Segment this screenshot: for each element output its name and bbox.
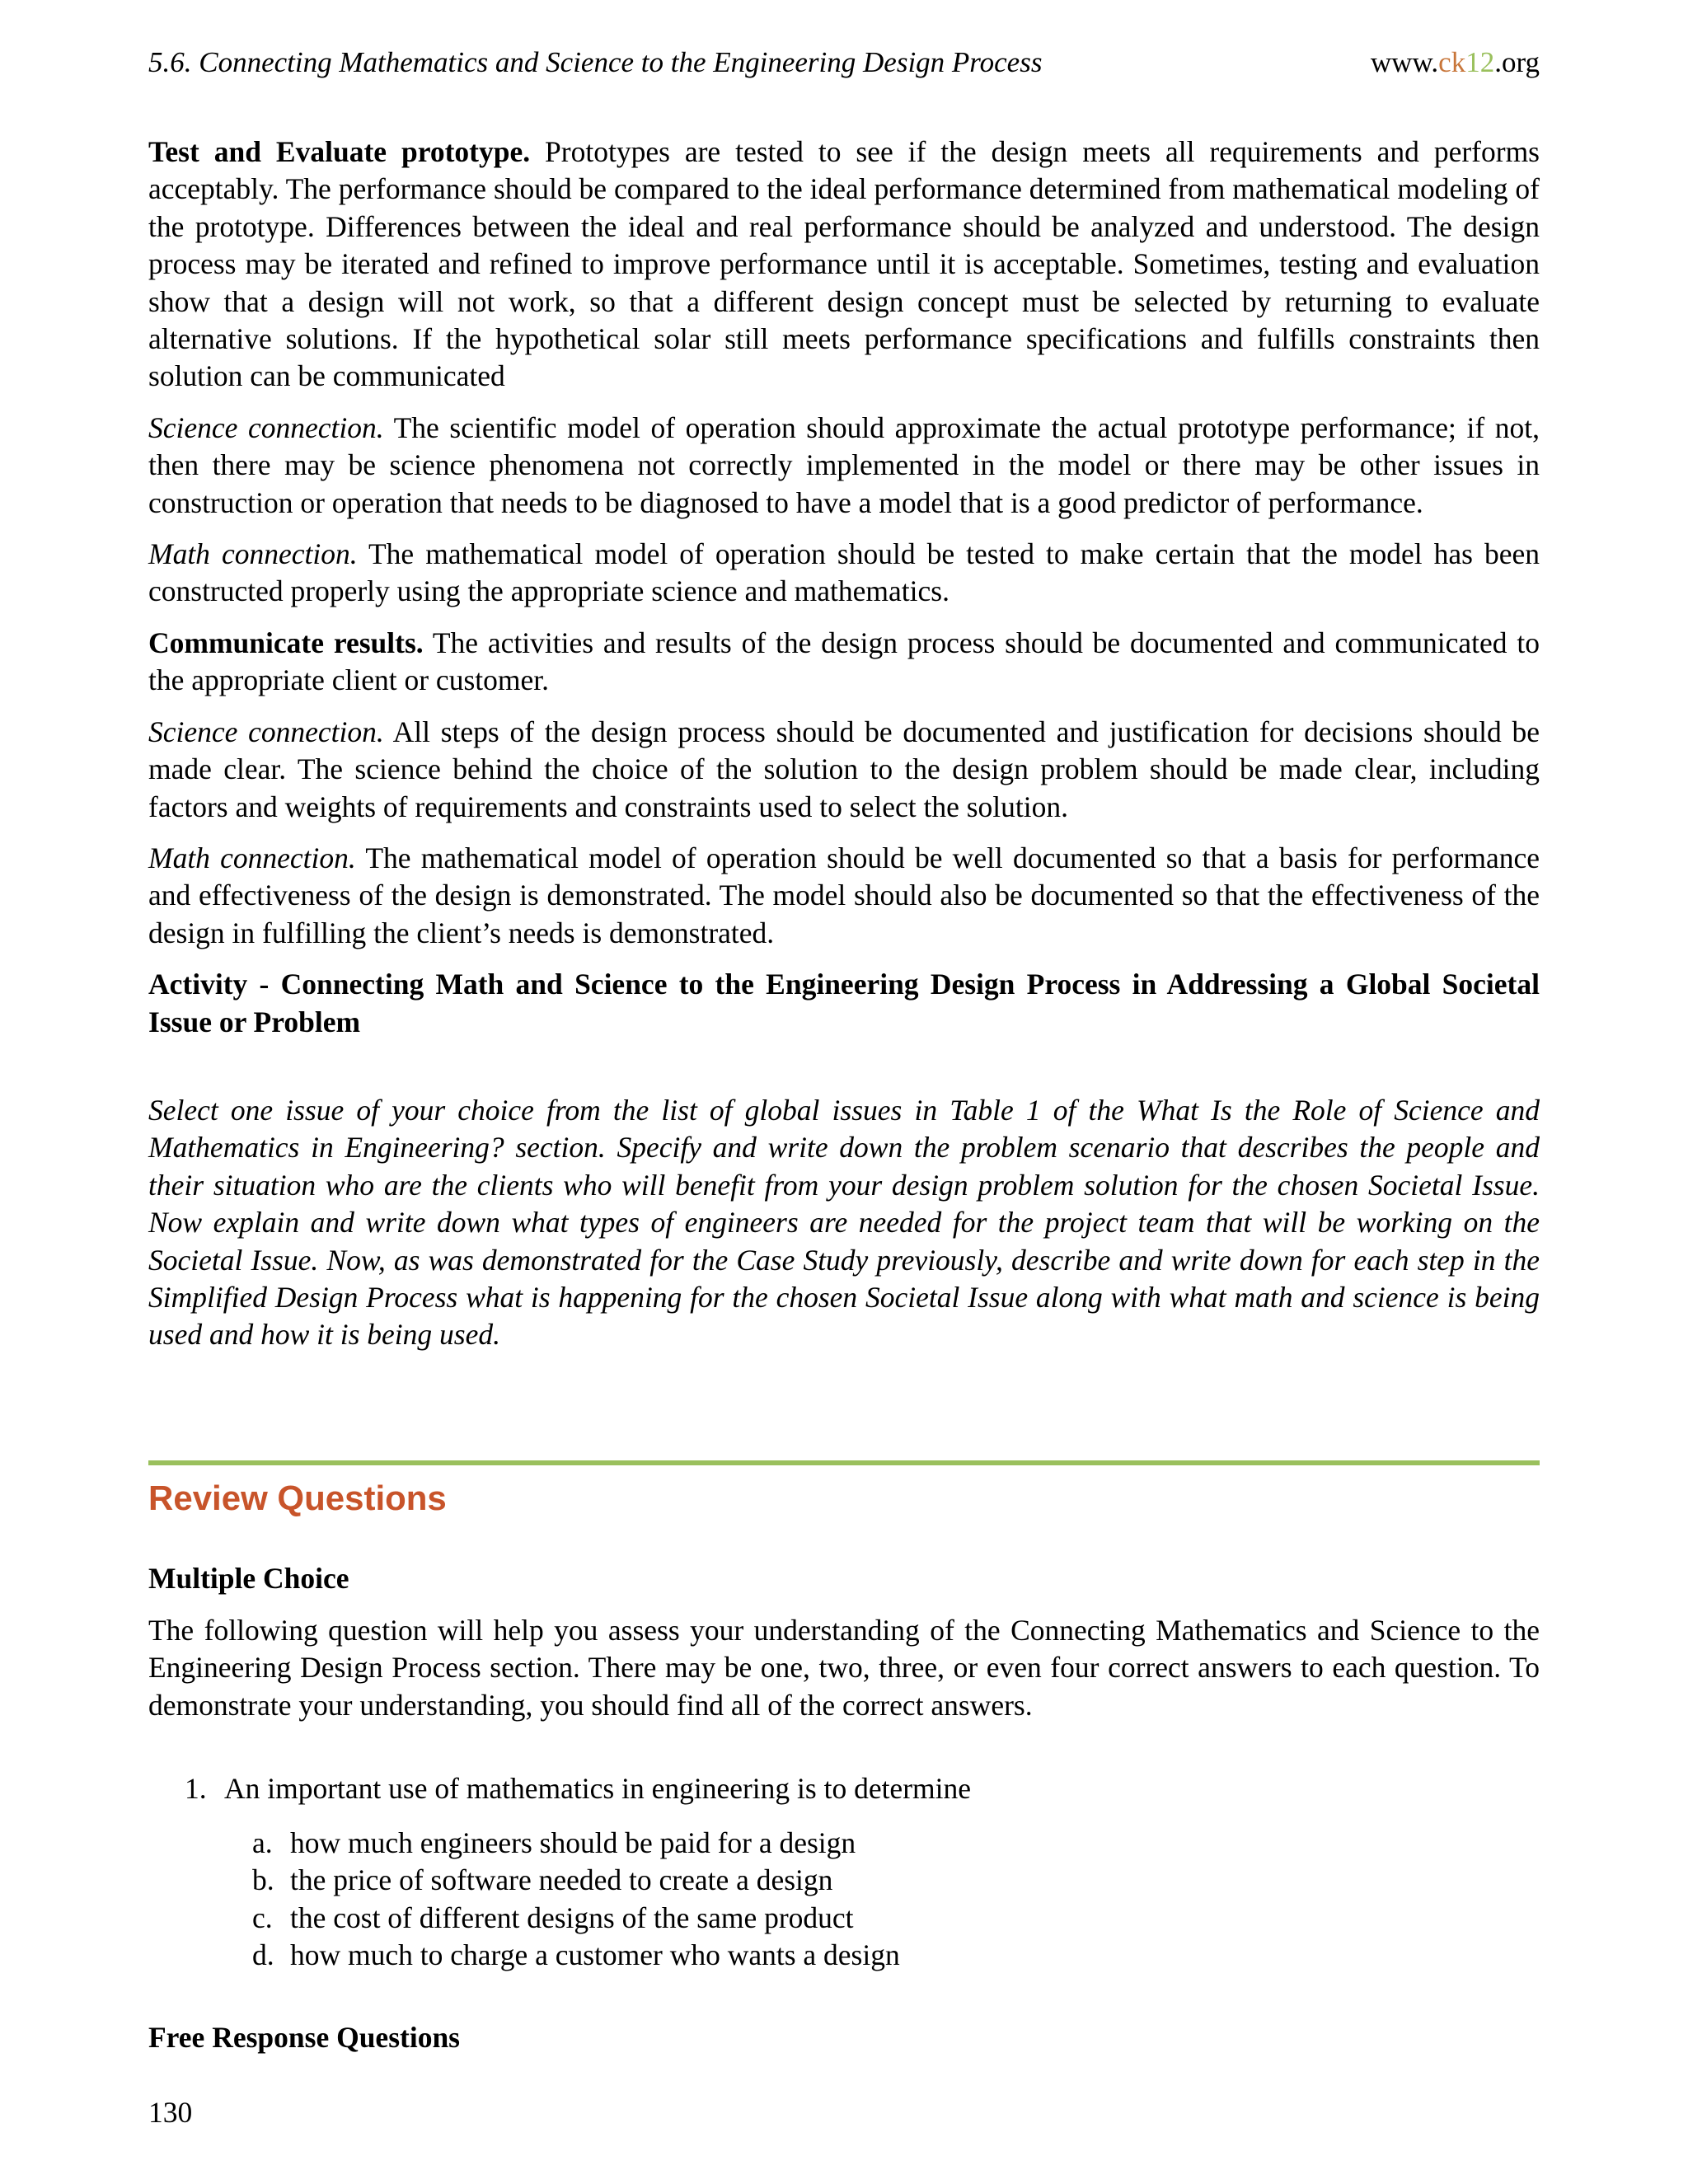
multiple-choice-intro: The following question will help you assess your understanding of the Connecting Mathematics and Science to the Engineering Design Process section. There may be one, two, three, or even four correct answers to each question. To demonstrate your understanding, you should find all of the correct answers. [148,1614,1540,1722]
question-text: An important use of mathematics in engineering is to determine [224,1772,971,1805]
science-connection-text-2: All steps of the design process should be documented and justification for decisions should be made clear. The science behind the choice of the solution to the design problem should be made clear, including factors and weights of requirements and constraints used to select the solution. [148,715,1540,823]
option-text: how much to charge a customer who wants a design [290,1938,900,1972]
answer-options [252,1825,900,1975]
test-evaluate-text: Prototypes are tested to see if the design meets all requirements and performs acceptably. The performance should be compared to the ideal performance determined from mathematical modeling of the prototype. Differences between the ideal and real performance should be analyzed and understood. The design process may be iterated and refined to improve performance until it is acceptable. Sometimes, testing and evaluation show that a design will not work, so that a different design concept must be selected by returning to evaluate alternative solutions. If the hypothetical solar still meets performance specifications and fulfills constraints then solution can be communicated [148,135,1540,393]
option-text: the cost of different designs of the same product [290,1900,854,1934]
math-connection-paragraph-2 [148,840,1540,952]
answer-option-b [252,1862,900,1899]
science-connection-text-1: The scientific model of operation should approximate the actual prototype performance; if not, then there may be science phenomena not correctly implemented in the model or there may be other issues in construction or operation that needs to be diagnosed to have a model that is a good predictor of performance. [148,410,1540,519]
question-1 [185,1771,971,1806]
math-connection-text-1: The mathematical model of operation should be tested to make certain that the model has been constructed properly using the appropriate science and mathematics. [148,537,1540,608]
test-evaluate-lead: Test and Evaluate prototype. [148,135,531,168]
math-connection-lead-1: Math connection. [148,537,358,571]
answer-option-d [252,1937,900,1974]
test-evaluate-paragraph [148,134,1540,396]
communicate-results-text: The activities and results of the design process should be documented and communicated to the appropriate client or customer. [148,626,1540,697]
option-letter: a. [252,1826,273,1859]
url-12: 12 [1465,46,1495,78]
url-suffix: .org [1494,46,1540,78]
science-connection-lead-1: Science connection. [148,410,384,444]
communicate-results-paragraph [148,625,1540,700]
option-text: how much engineers should be paid for a design [290,1826,856,1859]
option-text: the price of software needed to create a design [290,1863,833,1897]
communicate-results-lead: Communicate results. [148,626,424,659]
url-ck: ck [1438,46,1466,78]
url-prefix: www. [1370,46,1439,78]
option-letter: d. [252,1938,274,1972]
answer-option-c [252,1900,900,1937]
multiple-choice-heading: Multiple Choice [148,1562,349,1595]
option-letter: c. [252,1900,273,1934]
main-content [148,134,1540,1368]
section-divider [148,1460,1540,1465]
math-connection-paragraph-1 [148,536,1540,611]
page-number: 130 [148,2096,193,2129]
science-connection-paragraph-2 [148,714,1540,826]
page-header [148,46,1540,84]
free-response-heading: Free Response Questions [148,2021,461,2054]
science-connection-paragraph-1 [148,410,1540,522]
answer-option-a [252,1825,900,1862]
review-questions-title: Review Questions [148,1479,447,1517]
question-number: 1. [185,1772,207,1805]
activity-instructions: Select one issue of your choice from the list of global issues in Table 1 of the What Is the Role of Science and Mathematics in Engineering? section. Specify and write down the problem scenario that describes the people and their situation who are the clients who will benefit from your design problem solution for the chosen Societal Issue. Now explain and write down what types of engineers are needed for the project team that will be working on the Societal Issue. Now, as was demonstrated for the Case Study previously, describe and write down for each step in the Simplified Design Process what is happening for the chosen Societal Issue along with what math and science is being used and how it is being used. [148,1093,1540,1352]
math-connection-text-2: The mathematical model of operation should be well documented so that a basis for performance and effectiveness of the design is demonstrated. The model should also be documented so that the effectiveness of the design in fulfilling the client’s needs is demonstrated. [148,841,1540,949]
math-connection-lead-2: Math connection. [148,841,356,874]
science-connection-lead-2: Science connection. [148,715,384,748]
site-url[interactable] [1371,46,1540,79]
activity-title: Activity - Connecting Math and Science to the Engineering Design Process in Addressing a Global Societal Issue or Problem [148,968,1540,1038]
option-letter: b. [252,1863,274,1897]
section-title: 5.6. Connecting Mathematics and Science to the Engineering Design Process [148,46,1043,78]
